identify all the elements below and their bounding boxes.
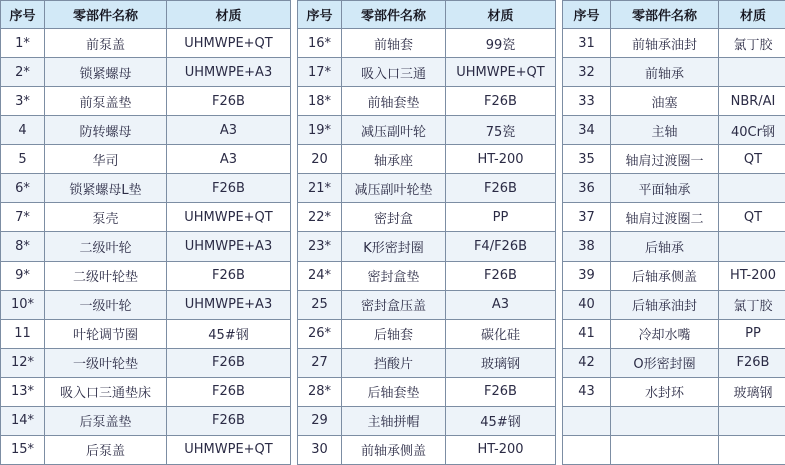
table-row [1, 29, 291, 58]
table-row [563, 377, 785, 406]
material-cell: F26B [167, 87, 291, 116]
table-row [563, 232, 785, 261]
seq-column-header: 序号 [563, 1, 611, 29]
part-name-cell: 油塞 [611, 87, 719, 116]
table-row [298, 377, 556, 406]
seq-cell: 42 [563, 348, 611, 377]
table-row [1, 406, 291, 435]
seq-cell: 31 [563, 29, 611, 58]
table-row [1, 203, 291, 232]
material-cell: NBR/AI [719, 87, 785, 116]
part-name-cell: 轴承座 [342, 145, 446, 174]
material-cell: UHMWPE+QT [167, 29, 291, 58]
seq-cell: 13* [1, 377, 45, 406]
part-name-cell: 一级叶轮垫 [45, 348, 167, 377]
part-name-cell: 二级叶轮垫 [45, 261, 167, 290]
seq-cell: 20 [298, 145, 342, 174]
seq-cell: 18* [298, 87, 342, 116]
part-name-cell: 前泵盖垫 [45, 87, 167, 116]
table-row [1, 348, 291, 377]
material-cell: 碳化硅 [446, 319, 556, 348]
part-name-cell: 密封盒 [342, 203, 446, 232]
seq-cell: 12* [1, 348, 45, 377]
table-row [563, 29, 785, 58]
table-row [563, 348, 785, 377]
table-row [1, 261, 291, 290]
table-row [298, 203, 556, 232]
seq-cell: 24* [298, 261, 342, 290]
header-row [563, 1, 785, 29]
part-name-cell: 主轴拼帽 [342, 406, 446, 435]
part-name-cell: 轴肩过渡圈二 [611, 203, 719, 232]
table-row [563, 319, 785, 348]
seq-cell: 8* [1, 232, 45, 261]
material-cell: A3 [167, 116, 291, 145]
part-name-cell: 挡酸片 [342, 348, 446, 377]
material-cell: F4/F26B [446, 232, 556, 261]
part-name-cell: 前轴承侧盖 [342, 435, 446, 464]
parts-table-group-3 [562, 0, 785, 465]
material-cell: UHMWPE+QT [167, 203, 291, 232]
material-cell [719, 435, 785, 464]
parts-table-group-1 [0, 0, 291, 465]
name-column-header: 零部件名称 [611, 1, 719, 29]
seq-cell: 4 [1, 116, 45, 145]
material-cell: F26B [446, 174, 556, 203]
seq-cell: 17* [298, 58, 342, 87]
part-name-cell: 前轴套垫 [342, 87, 446, 116]
seq-cell: 39 [563, 261, 611, 290]
seq-cell: 15* [1, 435, 45, 464]
seq-column-header: 序号 [298, 1, 342, 29]
name-column-header: 零部件名称 [342, 1, 446, 29]
material-cell [719, 174, 785, 203]
material-cell: 玻璃钢 [446, 348, 556, 377]
material-column-header: 材质 [719, 1, 785, 29]
seq-cell [563, 435, 611, 464]
table-row [1, 232, 291, 261]
seq-cell: 34 [563, 116, 611, 145]
seq-cell: 3* [1, 87, 45, 116]
material-cell [719, 232, 785, 261]
seq-cell: 27 [298, 348, 342, 377]
table-row [563, 290, 785, 319]
material-cell: F26B [446, 261, 556, 290]
part-name-cell: 华司 [45, 145, 167, 174]
part-name-cell: 前泵盖 [45, 29, 167, 58]
part-name-cell: 后泵盖垫 [45, 406, 167, 435]
part-name-cell: 前轴套 [342, 29, 446, 58]
table-row [1, 174, 291, 203]
part-name-cell: 主轴 [611, 116, 719, 145]
material-cell: F26B [446, 87, 556, 116]
material-cell: UHMWPE+QT [167, 435, 291, 464]
material-cell: HT-200 [446, 145, 556, 174]
part-name-cell: 后轴承 [611, 232, 719, 261]
seq-cell: 9* [1, 261, 45, 290]
seq-cell: 43 [563, 377, 611, 406]
material-cell: F26B [719, 348, 785, 377]
seq-cell: 33 [563, 87, 611, 116]
seq-cell: 30 [298, 435, 342, 464]
table-row [1, 58, 291, 87]
part-name-cell: 水封环 [611, 377, 719, 406]
table-row [563, 58, 785, 87]
table-row [298, 29, 556, 58]
seq-cell: 14* [1, 406, 45, 435]
seq-cell: 11 [1, 319, 45, 348]
material-cell: UHMWPE+QT [446, 58, 556, 87]
part-name-cell: 冷却水嘴 [611, 319, 719, 348]
table-body-2 [298, 29, 556, 465]
material-cell: A3 [167, 145, 291, 174]
material-cell: PP [446, 203, 556, 232]
name-column-header: 零部件名称 [45, 1, 167, 29]
table-row [1, 87, 291, 116]
seq-cell: 5 [1, 145, 45, 174]
material-cell: 99瓷 [446, 29, 556, 58]
part-name-cell: 前轴承 [611, 58, 719, 87]
part-name-cell: 减压副叶轮 [342, 116, 446, 145]
material-cell: 75瓷 [446, 116, 556, 145]
material-cell: UHMWPE+A3 [167, 58, 291, 87]
table-row [298, 348, 556, 377]
seq-cell: 23* [298, 232, 342, 261]
table-row [298, 116, 556, 145]
table-row [1, 145, 291, 174]
table-row [563, 87, 785, 116]
table-row [298, 406, 556, 435]
material-cell: 45#钢 [446, 406, 556, 435]
table-row [563, 435, 785, 464]
table-row [298, 145, 556, 174]
seq-cell: 26* [298, 319, 342, 348]
part-name-cell: 后泵盖 [45, 435, 167, 464]
part-name-cell: 后轴套垫 [342, 377, 446, 406]
table-body-1 [1, 29, 291, 465]
table-body-3 [563, 29, 785, 465]
seq-cell: 40 [563, 290, 611, 319]
part-name-cell: 轴肩过渡圈一 [611, 145, 719, 174]
part-name-cell: 平面轴承 [611, 174, 719, 203]
part-name-cell: 泵壳 [45, 203, 167, 232]
seq-cell: 19* [298, 116, 342, 145]
material-cell [719, 406, 785, 435]
part-name-cell [611, 406, 719, 435]
material-cell [719, 58, 785, 87]
material-cell: 40Cr钢 [719, 116, 785, 145]
table-row [298, 319, 556, 348]
material-column-header: 材质 [167, 1, 291, 29]
part-name-cell: 后轴承油封 [611, 290, 719, 319]
table-row [563, 406, 785, 435]
table-row [298, 290, 556, 319]
table-row [1, 319, 291, 348]
table-row [1, 290, 291, 319]
part-name-cell: 减压副叶轮垫 [342, 174, 446, 203]
part-name-cell: 一级叶轮 [45, 290, 167, 319]
table-row [298, 87, 556, 116]
material-cell: UHMWPE+A3 [167, 290, 291, 319]
seq-cell: 7* [1, 203, 45, 232]
part-name-cell: 密封盒压盖 [342, 290, 446, 319]
table-row [563, 145, 785, 174]
material-cell: 玻璃钢 [719, 377, 785, 406]
part-name-cell: 防转螺母 [45, 116, 167, 145]
table-row [1, 116, 291, 145]
seq-cell: 16* [298, 29, 342, 58]
seq-cell: 29 [298, 406, 342, 435]
part-name-cell: 前轴承油封 [611, 29, 719, 58]
part-name-cell: K形密封圈 [342, 232, 446, 261]
material-cell: UHMWPE+A3 [167, 232, 291, 261]
part-name-cell: 锁紧螺母L垫 [45, 174, 167, 203]
material-cell: F26B [167, 348, 291, 377]
material-cell: F26B [167, 261, 291, 290]
table-row [298, 261, 556, 290]
table-row [298, 232, 556, 261]
parts-table-group-2 [297, 0, 556, 465]
seq-column-header: 序号 [1, 1, 45, 29]
part-name-cell: 二级叶轮 [45, 232, 167, 261]
material-cell: F26B [446, 377, 556, 406]
seq-cell: 21* [298, 174, 342, 203]
material-cell: HT-200 [719, 261, 785, 290]
part-name-cell: 吸入口三通垫床 [45, 377, 167, 406]
seq-cell [563, 406, 611, 435]
material-cell: QT [719, 145, 785, 174]
seq-cell: 36 [563, 174, 611, 203]
part-name-cell: 后轴套 [342, 319, 446, 348]
material-cell: F26B [167, 377, 291, 406]
header-row [1, 1, 291, 29]
material-cell: A3 [446, 290, 556, 319]
table-row [298, 174, 556, 203]
table-row [563, 174, 785, 203]
material-cell: F26B [167, 406, 291, 435]
material-cell: 氯丁胶 [719, 29, 785, 58]
part-name-cell: 叶轮调节圈 [45, 319, 167, 348]
table-row [1, 435, 291, 464]
table-row [563, 203, 785, 232]
seq-cell: 41 [563, 319, 611, 348]
material-cell: HT-200 [446, 435, 556, 464]
part-name-cell: 后轴承侧盖 [611, 261, 719, 290]
material-cell: PP [719, 319, 785, 348]
table-row [298, 58, 556, 87]
seq-cell: 32 [563, 58, 611, 87]
part-name-cell: O形密封圈 [611, 348, 719, 377]
seq-cell: 22* [298, 203, 342, 232]
seq-cell: 28* [298, 377, 342, 406]
table-row [563, 261, 785, 290]
table-row [1, 377, 291, 406]
material-cell: 氯丁胶 [719, 290, 785, 319]
material-column-header: 材质 [446, 1, 556, 29]
seq-cell: 25 [298, 290, 342, 319]
material-cell: F26B [167, 174, 291, 203]
seq-cell: 6* [1, 174, 45, 203]
part-name-cell: 锁紧螺母 [45, 58, 167, 87]
table-row [298, 435, 556, 464]
table-row [563, 116, 785, 145]
seq-cell: 35 [563, 145, 611, 174]
seq-cell: 37 [563, 203, 611, 232]
part-name-cell: 密封盒垫 [342, 261, 446, 290]
part-name-cell [611, 435, 719, 464]
seq-cell: 38 [563, 232, 611, 261]
seq-cell: 1* [1, 29, 45, 58]
part-name-cell: 吸入口三通 [342, 58, 446, 87]
material-cell: QT [719, 203, 785, 232]
material-cell: 45#钢 [167, 319, 291, 348]
seq-cell: 10* [1, 290, 45, 319]
seq-cell: 2* [1, 58, 45, 87]
header-row [298, 1, 556, 29]
